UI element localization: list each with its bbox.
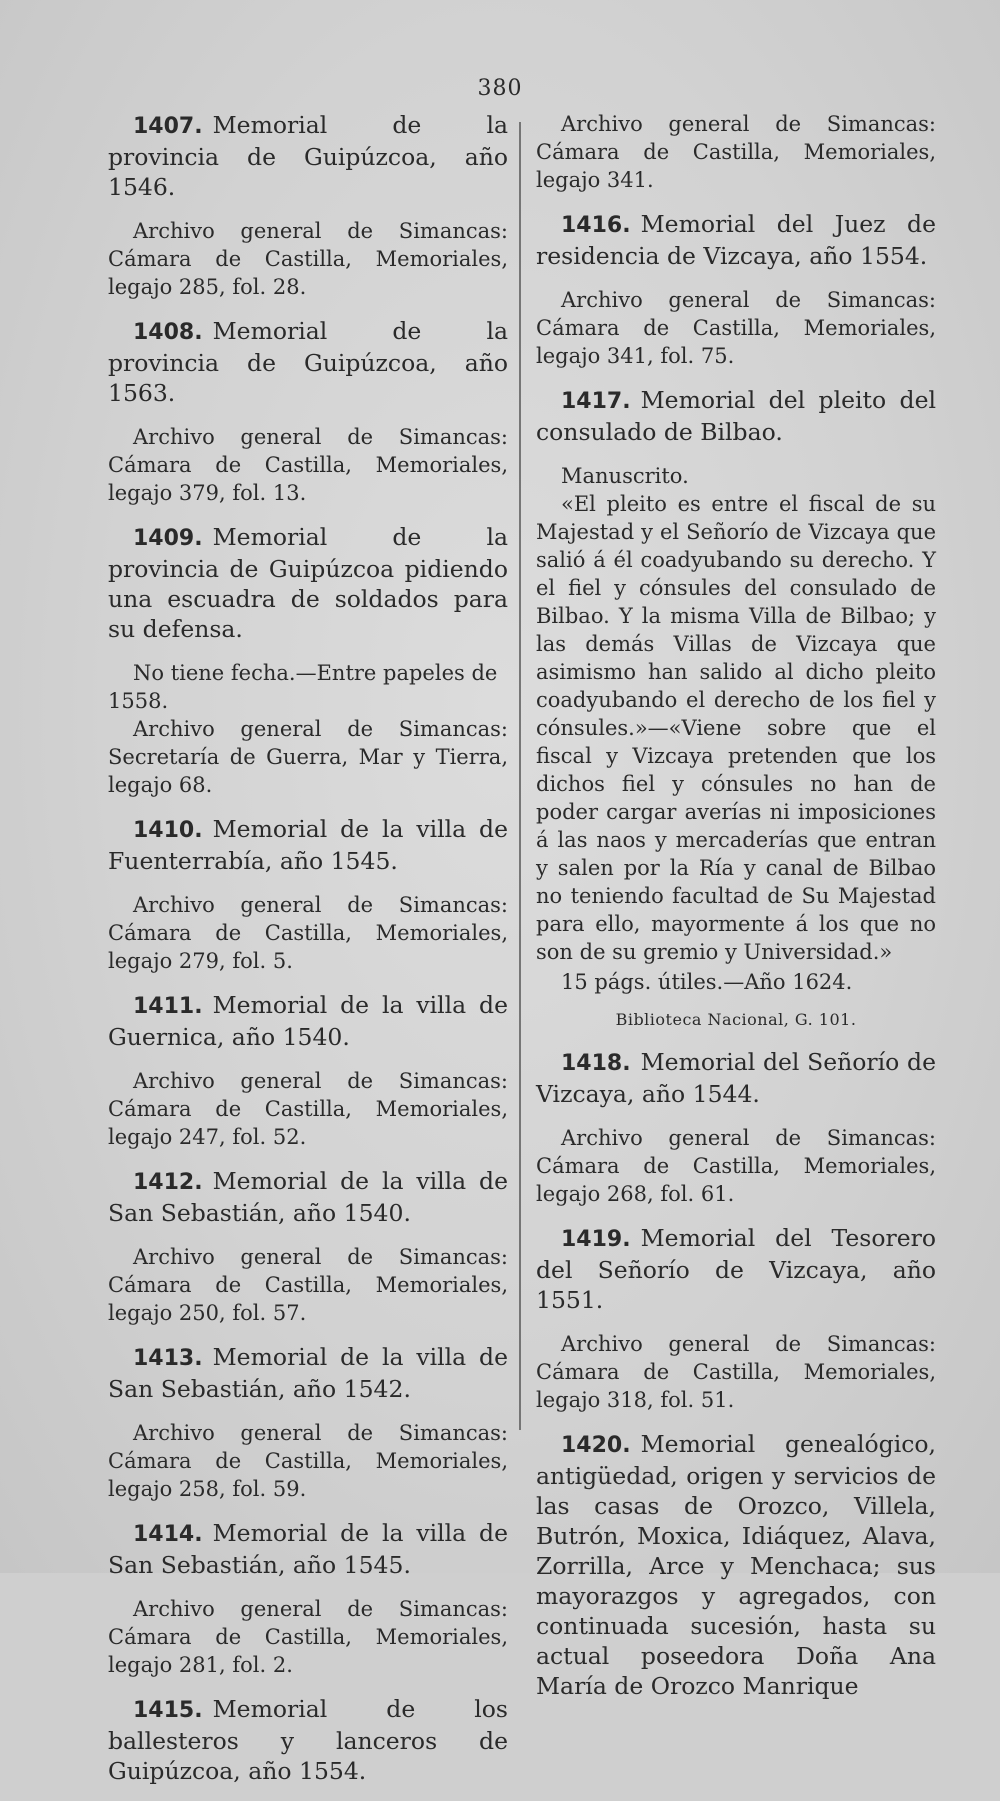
continued-source: Archivo general de Simancas: Cámara de Castilla, Memoriales, legajo 341. bbox=[536, 112, 936, 192]
entry-source: Archivo general de Simancas: Cámara de Castilla, Memoriales, legajo 341, fol. 75. bbox=[536, 288, 936, 368]
entry-manuscript-label: Manuscrito. bbox=[561, 464, 689, 488]
entry-title: Memorial de los ballesteros y lanceros de Guipúzcoa, año 1554. bbox=[108, 1695, 508, 1785]
catalog-entry-1417 bbox=[536, 385, 936, 1032]
catalog-entry-1410 bbox=[108, 814, 508, 975]
entry-title: Memorial de la provincia de Guipúzcoa, año 1546. bbox=[108, 111, 508, 201]
entry-title: Memorial del Tesorero del Señorío de Vizcaya, año 1551. bbox=[536, 1224, 936, 1314]
entry-title: Memorial de la villa de San Sebastián, año 1540. bbox=[108, 1167, 508, 1227]
column-divider bbox=[519, 122, 521, 1430]
catalog-entry-1420 bbox=[536, 1429, 936, 1701]
entry-number: 1420. bbox=[561, 1433, 631, 1458]
entry-number: 1410. bbox=[133, 818, 203, 843]
catalog-entry-1407 bbox=[108, 110, 508, 301]
catalog-entry-1414 bbox=[108, 1518, 508, 1679]
catalog-entry-1415 bbox=[108, 1694, 508, 1786]
right-column bbox=[536, 110, 936, 1716]
entry-title: Memorial de la villa de San Sebastián, año 1545. bbox=[108, 1519, 508, 1579]
entry-source: Archivo general de Simancas: Cámara de Castilla, Memoriales, legajo 281, fol. 2. bbox=[108, 1597, 508, 1677]
catalog-entry-1413 bbox=[108, 1342, 508, 1503]
entry-title: Memorial del pleito del consulado de Bilbao. bbox=[536, 386, 936, 446]
catalog-entry-1412 bbox=[108, 1166, 508, 1327]
entry-number: 1408. bbox=[133, 320, 203, 345]
entry-number: 1419. bbox=[561, 1227, 631, 1252]
entry-number: 1411. bbox=[133, 994, 203, 1019]
entry-title: Memorial de la villa de Fuenterrabía, año 1545. bbox=[108, 815, 508, 875]
entry-title: Memorial de la provincia de Guipúzcoa, año 1563. bbox=[108, 317, 508, 407]
catalog-entry-1416 bbox=[536, 209, 936, 370]
entry-number: 1409. bbox=[133, 526, 203, 551]
entry-pages: 15 págs. útiles.—Año 1624. bbox=[561, 970, 853, 994]
entry-source: Archivo general de Simancas: Cámara de Castilla, Memoriales, legajo 250, fol. 57. bbox=[108, 1245, 508, 1325]
entry-title: Memorial del Señorío de Vizcaya, año 1544. bbox=[536, 1048, 936, 1108]
catalog-entry-1418 bbox=[536, 1047, 936, 1208]
entry-source: Archivo general de Simancas: Cámara de Castilla, Memoriales, legajo 318, fol. 51. bbox=[536, 1332, 936, 1412]
entry-number: 1412. bbox=[133, 1170, 203, 1195]
entry-number: 1414. bbox=[133, 1522, 203, 1547]
entry-source: Archivo general de Simancas: Cámara de Castilla, Memoriales, legajo 285, fol. 28. bbox=[108, 219, 508, 299]
entry-source: Archivo general de Simancas: Cámara de Castilla, Memoriales, legajo 258, fol. 59. bbox=[108, 1421, 508, 1501]
entry-source: Archivo general de Simancas: Cámara de Castilla, Memoriales, legajo 379, fol. 13. bbox=[108, 425, 508, 505]
catalog-entry-1408 bbox=[108, 316, 508, 507]
entry-source: Archivo general de Simancas: Cámara de Castilla, Memoriales, legajo 247, fol. 52. bbox=[108, 1069, 508, 1149]
entry-title: Memorial genealógico, antigüedad, origen y servicios de las casas de Orozco, Villela, Butrón, Moxica, Idiáquez, Alava, Zorrilla, Arce y Menchaca; sus mayorazgos y agregados, con continuada sucesión, hasta su actual poseedora Doña Ana María de Orozco Manrique bbox=[536, 1430, 936, 1700]
entry-number: 1418. bbox=[561, 1051, 631, 1076]
entry-number: 1415. bbox=[133, 1698, 203, 1723]
left-column bbox=[108, 110, 508, 1801]
entry-source: Archivo general de Simancas: Secretaría de Guerra, Mar y Tierra, legajo 68. bbox=[108, 717, 508, 797]
entry-title: Memorial de la provincia de Guipúzcoa pidiendo una escuadra de soldados para su defensa. bbox=[108, 523, 508, 643]
catalog-entry-1419 bbox=[536, 1223, 936, 1414]
entry-number: 1417. bbox=[561, 389, 631, 414]
page-number: 380 bbox=[477, 76, 523, 101]
catalog-entry-1409 bbox=[108, 522, 508, 799]
entry-note: No tiene fecha.—Entre papeles de 1558. bbox=[108, 661, 498, 713]
entry-library: Biblioteca Nacional, G. 101. bbox=[615, 1010, 857, 1029]
entry-number: 1416. bbox=[561, 213, 631, 238]
entry-number: 1413. bbox=[133, 1346, 203, 1371]
entry-title: Memorial de la villa de San Sebastián, año 1542. bbox=[108, 1343, 508, 1403]
entry-quote: «El pleito es entre el fiscal de su Majestad y el Señorío de Vizcaya que salió á él coadyubando su derecho. Y el fiel y cónsules del consulado de Bilbao. Y la misma Villa de Bilbao; y las demás Villas de Vizcaya que asimismo han salido al dicho pleito coadyubando el derecho de los fiel y cónsules.»—«Viene sobre que el fiscal y Vizcaya pretenden que los dichos fiel y cónsules no han de poder cargar averías ni imposiciones á las naos y mercaderías que entran y salen por la Ría y canal de Bilbao no teniendo facultad de Su Majestad para ello, mayormente á los que no son de su gremio y Universidad.» bbox=[536, 492, 936, 964]
entry-source: Archivo general de Simancas: Cámara de Castilla, Memoriales, legajo 279, fol. 5. bbox=[108, 893, 508, 973]
entry-title: Memorial de la villa de Guernica, año 1540. bbox=[108, 991, 508, 1051]
entry-number: 1407. bbox=[133, 114, 203, 139]
catalog-entry-1411 bbox=[108, 990, 508, 1151]
entry-title: Memorial del Juez de residencia de Vizcaya, año 1554. bbox=[536, 210, 936, 270]
entry-source: Archivo general de Simancas: Cámara de Castilla, Memoriales, legajo 268, fol. 61. bbox=[536, 1126, 936, 1206]
